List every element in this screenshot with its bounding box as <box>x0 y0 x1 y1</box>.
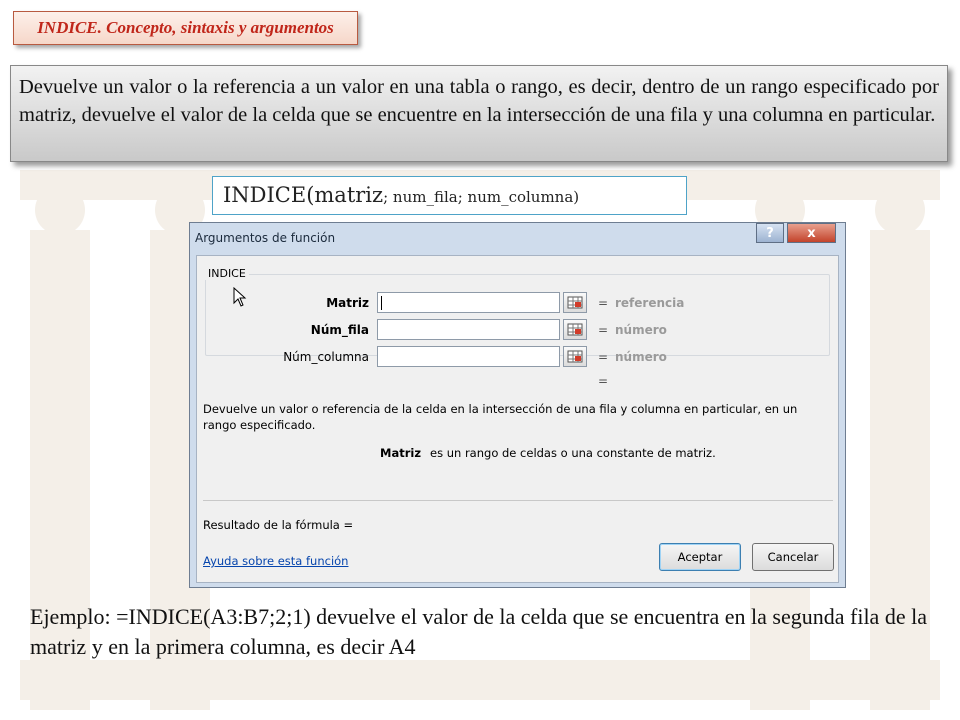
matriz-hint: referencia <box>615 296 685 310</box>
syntax-box <box>212 176 687 215</box>
text-cursor <box>381 296 382 310</box>
slide-title: INDICE. Concepto, sintaxis y argumentos <box>13 11 358 45</box>
example-text: Ejemplo: =INDICE(A3:B7;2;1) devuelve el valor de la celda que se encuentra en la segunda fila de la matriz y en la primera columna, es decir A4 <box>30 604 927 659</box>
accept-button[interactable]: Aceptar <box>659 543 741 571</box>
function-arguments-dialog <box>189 222 846 588</box>
equals-sign: = <box>598 296 609 310</box>
matriz-input[interactable] <box>377 292 560 313</box>
group-label: INDICE <box>205 267 249 280</box>
cancel-button[interactable]: Cancelar <box>752 543 834 571</box>
parameter-name: Matriz <box>380 446 422 460</box>
num-fila-label: Núm_fila <box>310 323 369 337</box>
dialog-title: Argumentos de función <box>195 231 336 245</box>
num-columna-range-selector-button[interactable] <box>563 346 587 367</box>
function-description: Devuelve un valor o referencia de la celda en la intersección de una fila y columna en particular, en un rango especificado. <box>203 402 798 432</box>
matriz-range-selector-button[interactable] <box>563 292 587 313</box>
matriz-label: Matriz <box>326 296 369 310</box>
divider <box>203 500 833 501</box>
num-fila-input[interactable] <box>377 319 560 340</box>
description-box: Devuelve un valor o la referencia a un valor en una tabla o rango, es decir, dentro de un rango especificado por matriz, devuelve el valor de la celda que se encuentre en la intersección de una fila y una columna en particular. <box>10 65 948 162</box>
help-link[interactable]: Ayuda sobre esta función <box>203 554 349 568</box>
result-equals-sign: = <box>598 374 609 388</box>
formula-result-label: Resultado de la fórmula = <box>203 518 354 532</box>
help-button[interactable]: ? <box>756 223 784 243</box>
syntax-arguments: ; num_fila; num_columna) <box>383 188 580 206</box>
equals-sign: = <box>598 323 609 337</box>
num-columna-hint: número <box>615 350 667 364</box>
num-columna-input[interactable] <box>377 346 560 367</box>
num-columna-label: Núm_columna <box>283 350 369 364</box>
arguments-group <box>205 274 830 356</box>
range-selector-icon <box>564 293 586 312</box>
syntax-function: INDICE(matriz <box>223 183 384 207</box>
parameter-description: es un rango de celdas o una constante de matriz. <box>430 446 716 460</box>
dialog-body <box>196 255 839 583</box>
range-selector-icon <box>564 320 586 339</box>
close-button[interactable]: x <box>787 223 836 243</box>
num-fila-range-selector-button[interactable] <box>563 319 587 340</box>
equals-sign: = <box>598 350 609 364</box>
range-selector-icon <box>564 347 586 366</box>
num-fila-hint: número <box>615 323 667 337</box>
